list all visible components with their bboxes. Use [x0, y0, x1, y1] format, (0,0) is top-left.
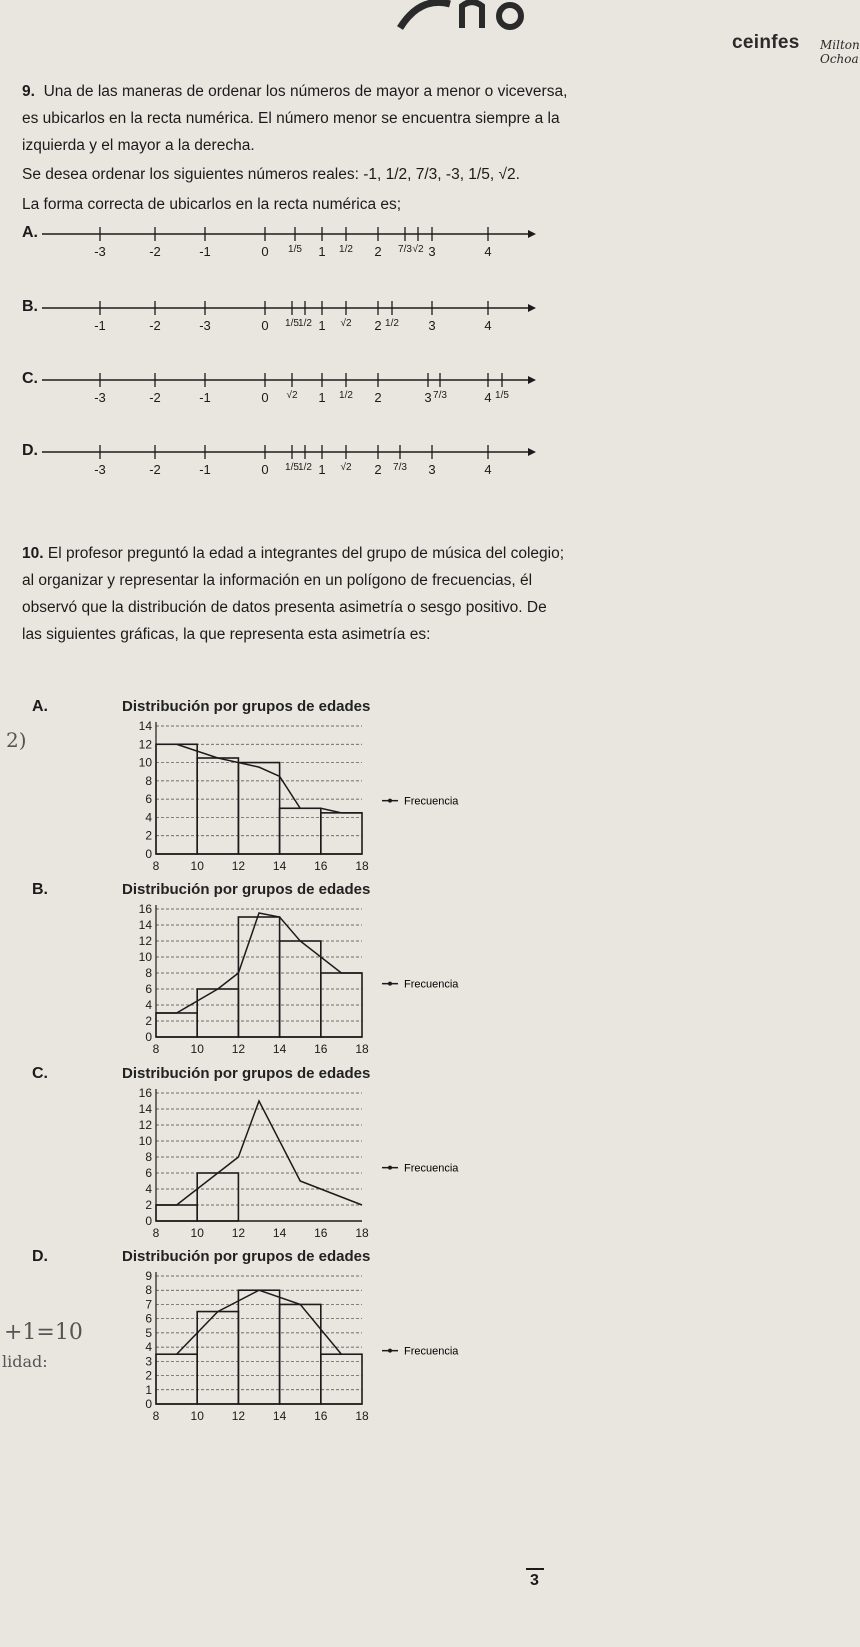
histogram-bar — [156, 1354, 197, 1404]
histogram-bar — [197, 989, 238, 1037]
tick-label: 7/3 — [433, 390, 447, 401]
tick-label: 4 — [484, 462, 492, 477]
y-tick-label: 2 — [145, 1368, 152, 1383]
option-letter: C. — [32, 1065, 48, 1082]
chart-title: Distribución por grupos de edades — [122, 1248, 371, 1265]
tick-label: 1/2 — [385, 318, 399, 329]
tick-label: 4 — [484, 244, 492, 259]
question-number: 10. — [22, 545, 44, 562]
tick-label: 0 — [261, 244, 269, 259]
tick-label: 3 — [428, 318, 436, 333]
legend-marker-icon — [388, 982, 392, 986]
tick-label: -3 — [94, 244, 106, 259]
frequency-polygon — [156, 1101, 362, 1205]
tick-label: -3 — [199, 318, 211, 333]
legend-label: Frecuencia — [404, 1162, 459, 1175]
option-letter: B. — [32, 881, 48, 898]
x-tick-label: 10 — [190, 1226, 204, 1240]
tick-label: -2 — [149, 390, 161, 405]
tick-label: -2 — [149, 318, 161, 333]
y-tick-label: 16 — [138, 1086, 152, 1100]
y-tick-label: 8 — [145, 966, 152, 980]
histogram-bar — [321, 813, 362, 854]
x-tick-label: 8 — [152, 1226, 160, 1240]
x-tick-label: 8 — [152, 1409, 160, 1423]
y-tick-label: 4 — [145, 1182, 152, 1196]
x-tick-label: 10 — [190, 1409, 204, 1423]
number-line-option — [0, 296, 590, 356]
tick-label: 1/2 — [298, 318, 312, 329]
y-tick-label: 10 — [138, 950, 152, 964]
option-letter: A. — [32, 698, 48, 715]
question-9-prompt: La forma correcta de ubicarlos en la recta numérica es; — [22, 196, 402, 213]
histogram-bar — [280, 941, 321, 1037]
tick-label: 2 — [374, 462, 382, 477]
margin-note: +1=10 — [4, 1320, 83, 1345]
frequency-chart — [100, 718, 580, 878]
y-tick-label: 5 — [145, 1325, 152, 1340]
number-line-option — [0, 368, 590, 428]
tick-label: -1 — [94, 318, 106, 333]
y-tick-label: 12 — [138, 934, 152, 948]
legend-marker-icon — [388, 799, 392, 803]
number-line-svg — [0, 296, 590, 356]
tick-label: 0 — [261, 462, 269, 477]
tick-label: 1/5 — [288, 244, 302, 255]
tick-label: 1/2 — [339, 390, 353, 401]
x-tick-label: 14 — [272, 1409, 287, 1423]
y-tick-label: 14 — [138, 1102, 152, 1116]
y-tick-label: 10 — [138, 755, 152, 770]
legend-label: Frecuencia — [404, 1345, 459, 1358]
arrow-right-icon — [528, 230, 536, 238]
tick-label: 0 — [261, 390, 269, 405]
y-tick-label: 2 — [145, 828, 152, 843]
tick-label: 3 — [424, 390, 432, 405]
y-tick-label: 4 — [145, 1340, 152, 1355]
option-letter: B. — [22, 298, 38, 315]
y-tick-label: 6 — [145, 1166, 152, 1180]
question-10 — [22, 540, 570, 648]
histogram-bar — [321, 1354, 362, 1404]
chart-title: Distribución por grupos de edades — [122, 698, 371, 715]
page-number: 3 — [530, 1572, 539, 1589]
y-tick-label: 4 — [145, 998, 152, 1012]
histogram-bar — [238, 763, 279, 854]
tick-label: 2 — [374, 244, 382, 259]
frequency-chart — [100, 1268, 580, 1428]
option-letter: C. — [22, 370, 38, 387]
y-tick-label: 6 — [145, 982, 152, 996]
number-line-svg — [0, 222, 590, 282]
tick-label: √2 — [340, 318, 352, 329]
x-tick-label: 18 — [355, 1226, 369, 1240]
y-tick-label: 8 — [145, 773, 152, 788]
arrow-right-icon — [528, 304, 536, 312]
question-9-list: Se desea ordenar los siguientes números reales: -1, 1/2, 7/3, -3, 1/5, √2. — [22, 166, 520, 183]
histogram-bar — [238, 917, 279, 1037]
y-tick-label: 7 — [145, 1297, 152, 1312]
tick-label: 4 — [484, 390, 492, 405]
tick-label: 4 — [484, 318, 492, 333]
x-tick-label: 16 — [314, 1042, 328, 1056]
tick-label: 2 — [374, 390, 382, 405]
tick-label: 7/3 — [393, 462, 407, 473]
x-tick-label: 8 — [152, 1042, 160, 1056]
tick-label: √2 — [286, 390, 298, 401]
histogram-bar — [280, 808, 321, 854]
y-tick-label: 3 — [145, 1354, 152, 1369]
tick-label: -1 — [199, 244, 211, 259]
tick-label: 3 — [428, 462, 436, 477]
tick-label: 1/5 — [285, 462, 299, 473]
y-tick-label: 0 — [145, 847, 152, 861]
legend-marker-icon — [388, 1349, 392, 1353]
x-tick-label: 14 — [272, 1042, 287, 1056]
tick-label: 3 — [428, 244, 436, 259]
y-tick-label: 8 — [145, 1283, 152, 1298]
tick-label: 1 — [318, 244, 326, 259]
y-tick-label: 14 — [138, 719, 152, 733]
tick-label: 7/3 — [398, 244, 412, 255]
tick-label: 1/2 — [339, 244, 353, 255]
tick-label: 1 — [318, 318, 326, 333]
x-tick-label: 18 — [355, 1409, 369, 1423]
tick-label: 0 — [261, 318, 269, 333]
author-name: Milton Ochoa — [820, 38, 860, 66]
y-tick-label: 16 — [138, 902, 152, 916]
y-tick-label: 12 — [138, 737, 152, 752]
x-tick-label: 8 — [152, 859, 160, 873]
x-tick-label: 12 — [231, 859, 246, 873]
y-tick-label: 10 — [138, 1134, 152, 1148]
option-letter: A. — [22, 224, 38, 241]
margin-note: lidad: — [2, 1352, 48, 1371]
y-tick-label: 6 — [145, 1311, 152, 1326]
y-tick-label: 9 — [145, 1269, 152, 1283]
y-tick-label: 6 — [145, 792, 152, 807]
tick-label: √2 — [412, 244, 424, 255]
histogram-bar — [156, 1205, 197, 1221]
x-tick-label: 16 — [314, 1226, 328, 1240]
x-tick-label: 16 — [314, 859, 328, 873]
legend-marker-icon — [388, 1166, 392, 1170]
histogram-bar — [197, 758, 238, 854]
tick-label: 1/5 — [495, 390, 509, 401]
y-tick-label: 0 — [145, 1397, 152, 1411]
y-tick-label: 0 — [145, 1030, 152, 1044]
margin-note: 2) — [6, 728, 27, 752]
x-tick-label: 18 — [355, 859, 369, 873]
y-tick-label: 2 — [145, 1198, 152, 1212]
question-9 — [22, 78, 570, 159]
y-tick-label: 2 — [145, 1014, 152, 1028]
y-tick-label: 0 — [145, 1214, 152, 1228]
x-tick-label: 14 — [272, 1226, 287, 1240]
x-tick-label: 10 — [190, 1042, 204, 1056]
x-tick-label: 18 — [355, 1042, 369, 1056]
chart-title: Distribución por grupos de edades — [122, 881, 371, 898]
x-tick-label: 12 — [231, 1409, 246, 1423]
question-text: Una de las maneras de ordenar los números de mayor a menor o viceversa, es ubicarlos en la recta numérica. El número menor se encuentra siempre a la izquierda y el mayor a la derecha. — [22, 83, 568, 154]
histogram-bar — [156, 1013, 197, 1037]
chart-title: Distribución por grupos de edades — [122, 1065, 371, 1082]
tick-label: 2 — [374, 318, 382, 333]
option-letter: D. — [22, 442, 38, 459]
tick-label: -2 — [149, 462, 161, 477]
number-line-option — [0, 440, 590, 500]
x-tick-label: 16 — [314, 1409, 328, 1423]
tick-label: -1 — [199, 390, 211, 405]
y-tick-label: 8 — [145, 1150, 152, 1164]
x-tick-label: 12 — [231, 1042, 246, 1056]
frequency-chart — [100, 901, 580, 1061]
page-number-bar — [526, 1568, 544, 1570]
frequency-polygon — [156, 1290, 362, 1354]
tick-label: -3 — [94, 462, 106, 477]
y-tick-label: 1 — [145, 1382, 152, 1397]
frequency-chart — [100, 1085, 580, 1245]
number-line-option — [0, 222, 590, 282]
x-tick-label: 10 — [190, 859, 204, 873]
question-text: El profesor preguntó la edad a integrantes del grupo de música del colegio; al organizar y representar la información en un polígono de frecuencias, él observó que la distribución de datos presenta asimetría o sesgo positivo. De las siguientes gráficas, la que representa esta asimetría es: — [22, 545, 565, 643]
x-tick-label: 12 — [231, 1226, 246, 1240]
tick-label: -3 — [94, 390, 106, 405]
arrow-right-icon — [528, 448, 536, 456]
tick-label: 1/2 — [298, 462, 312, 473]
header-logo — [360, 0, 860, 66]
logo-mark-icon — [380, 0, 580, 34]
histogram-bar — [280, 1304, 321, 1404]
y-tick-label: 12 — [138, 1118, 152, 1132]
tick-label: √2 — [340, 462, 352, 473]
legend-label: Frecuencia — [404, 795, 459, 808]
frequency-polygon — [156, 913, 362, 1013]
histogram-bar — [197, 1173, 238, 1221]
brand-name: ceinfes — [732, 32, 800, 53]
tick-label: -2 — [149, 244, 161, 259]
legend-label: Frecuencia — [404, 978, 459, 991]
arrow-right-icon — [528, 376, 536, 384]
number-line-svg — [0, 440, 590, 500]
tick-label: 1 — [318, 462, 326, 477]
x-tick-label: 14 — [272, 859, 287, 873]
y-tick-label: 4 — [145, 810, 152, 825]
tick-label: 1 — [318, 390, 326, 405]
y-tick-label: 14 — [138, 918, 152, 932]
question-number: 9. — [22, 83, 35, 100]
tick-label: 1/5 — [285, 318, 299, 329]
frequency-polygon — [156, 744, 362, 813]
tick-label: -1 — [199, 462, 211, 477]
option-letter: D. — [32, 1248, 48, 1265]
number-line-svg — [0, 368, 590, 428]
